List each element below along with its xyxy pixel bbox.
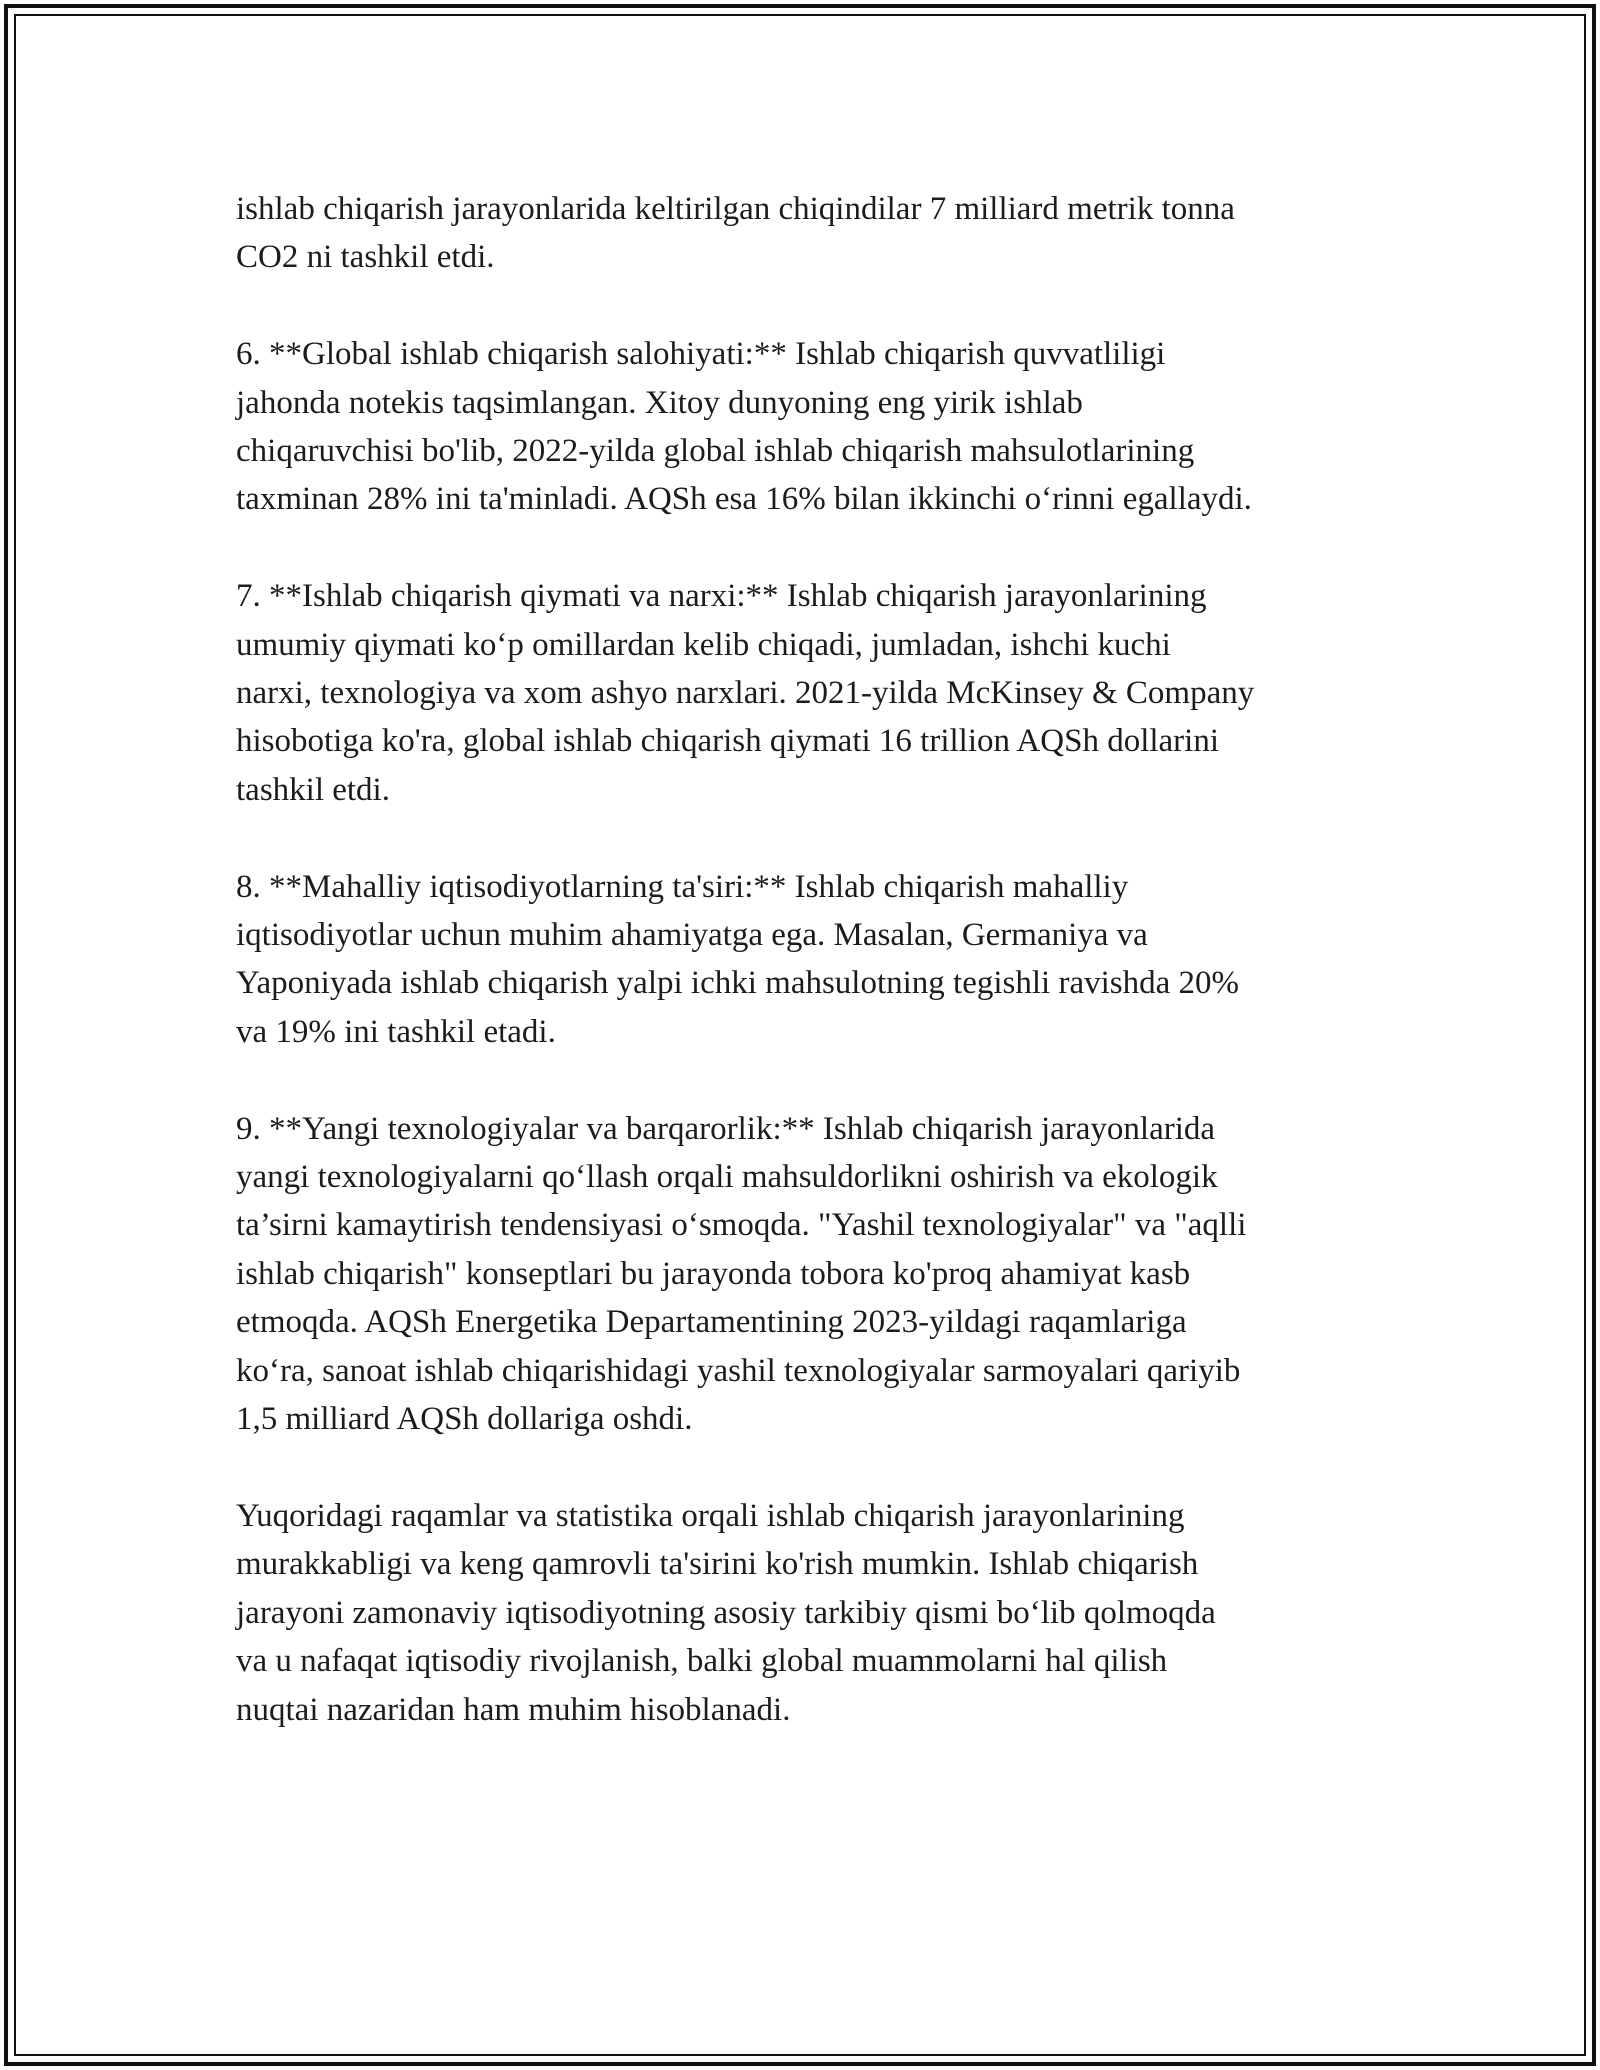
text-line: hisobotiga ko'ra, global ishlab chiqarish qiymati 16 trillion AQSh dollarini [236, 723, 1220, 760]
paragraph-item-8 [236, 863, 1376, 1057]
text-line: CO2 ni tashkil etdi. [236, 239, 495, 276]
text-line: ko‘ra, sanoat ishlab chiqarishidagi yashil texnologiyalar sarmoyalari qariyib [236, 1352, 1241, 1389]
text-line: 8. **Mahalliy iqtisodiyotlarning ta'siri:** Ishlab chiqarish mahalliy [236, 868, 1129, 905]
text-line: 6. **Global ishlab chiqarish salohiyati:** Ishlab chiqarish quvvatliligi [236, 336, 1166, 373]
paragraph-item-9 [236, 1105, 1376, 1444]
text-line: 7. **Ishlab chiqarish qiymati va narxi:** Ishlab chiqarish jarayonlarining [236, 578, 1207, 615]
paragraph-intro-continuation [236, 185, 1376, 282]
text-line: va u nafaqat iqtisodiy rivojlanish, balki global muammolarni hal qilish [236, 1643, 1168, 1680]
text-line: yangi texnologiyalarni qo‘llash orqali mahsuldorlikni oshirish va ekologik [236, 1159, 1218, 1196]
document-body [236, 185, 1376, 1782]
text-line: nuqtai nazaridan ham muhim hisoblanadi. [236, 1691, 791, 1728]
text-line: iqtisodiyotlar uchun muhim ahamiyatga ega. Masalan, Germaniya va [236, 917, 1148, 954]
text-line: jarayoni zamonaviy iqtisodiyotning asosiy tarkibiy qismi bo‘lib qolmoqda [236, 1594, 1216, 1631]
text-line: chiqaruvchisi bo'lib, 2022-yilda global ishlab chiqarish mahsulotlarining [236, 433, 1195, 470]
paragraph-item-6 [236, 330, 1376, 524]
text-line: murakkabligi va keng qamrovli ta'sirini ko'rish mumkin. Ishlab chiqarish [236, 1546, 1199, 1583]
text-line: ishlab chiqarish" konseptlari bu jarayonda tobora ko'proq ahamiyat kasb [236, 1255, 1191, 1292]
text-line: umumiy qiymati ko‘p omillardan kelib chiqadi, jumladan, ishchi kuchi [236, 626, 1171, 663]
text-line: ishlab chiqarish jarayonlarida keltirilgan chiqindilar 7 milliard metrik tonna [236, 191, 1235, 227]
text-line: tashkil etdi. [236, 771, 390, 808]
text-line: jahonda notekis taqsimlangan. Xitoy dunyoning eng yirik ishlab [236, 384, 1083, 421]
text-line: va 19% ini tashkil etadi. [236, 1013, 556, 1050]
text-line: Yaponiyada ishlab chiqarish yalpi ichki mahsulotning tegishli ravishda 20% [236, 965, 1240, 1002]
text-line: 9. **Yangi texnologiyalar va barqarorlik:** Ishlab chiqarish jarayonlarida [236, 1110, 1216, 1147]
paragraph-conclusion [236, 1492, 1376, 1734]
text-line: ta’sirni kamaytirish tendensiyasi o‘smoqda. "Yashil texnologiyalar" va "aqlli [236, 1207, 1247, 1244]
text-line: narxi, texnologiya va xom ashyo narxlari. 2021-yilda McKinsey & Company [236, 675, 1255, 712]
text-line: taxminan 28% ini ta'minladi. AQSh esa 16% bilan ikkinchi o‘rinni egallaydi. [236, 481, 1252, 518]
paragraph-item-7 [236, 572, 1376, 814]
text-line: 1,5 milliard AQSh dollariga oshdi. [236, 1401, 693, 1438]
text-line: Yuqoridagi raqamlar va statistika orqali ishlab chiqarish jarayonlarining [236, 1497, 1185, 1534]
text-line: etmoqda. AQSh Energetika Departamentining 2023-yildagi raqamlariga [236, 1304, 1187, 1341]
